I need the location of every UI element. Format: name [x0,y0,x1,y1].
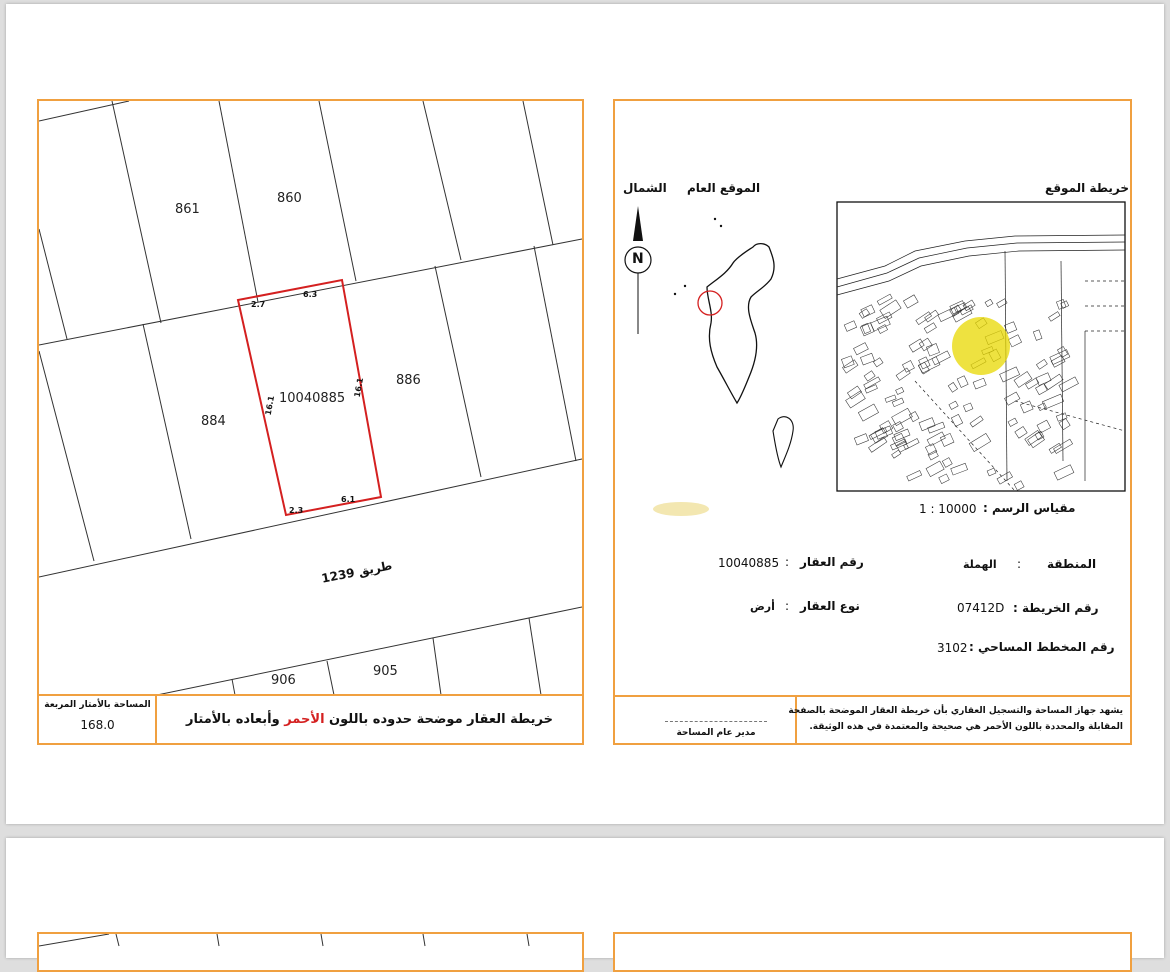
document-page-2 [6,838,1164,958]
document-page-1 [6,4,1164,824]
survey-plan-number-value: 3102 [937,641,968,655]
parcel-label-886: 886 [396,373,421,388]
parcel-label-target: 10040885 [279,391,346,406]
property-number-value: 10040885 [718,556,780,570]
north-label: الشمال [623,181,667,195]
map-number-value: 07412D [957,601,1005,615]
page2-plot-frame [37,932,584,972]
region-value: الهملة [963,558,997,571]
dim-top-left: 2.7 [251,300,266,309]
signature-line [665,721,767,722]
dim-top-right: 6.3 [303,290,318,299]
map-number-label: رقم الخريطة : [1013,601,1099,615]
property-type-label: نوع العقار [800,599,860,613]
site-map-title: خريطة الموقع [1045,181,1130,195]
survey-plan-number-label: رقم المخطط المساحي : [969,640,1115,654]
dim-left: 16.1 [263,394,277,417]
parcel-label-906: 906 [271,673,296,688]
property-type-value: أرض [750,600,775,613]
signature-band-separator [795,695,797,743]
caption-start: خريطة العقار موضحة حدوده باللون [324,712,553,727]
caption-end: وأبعاده بالأمتار [186,712,285,727]
caption-red-word: الأحمر [284,712,325,727]
general-location-label: الموقع العام [687,181,761,195]
property-type-colon: : [785,599,790,613]
property-number-colon: : [785,555,790,569]
page2-site-frame [613,932,1132,972]
dim-bottom-left: 2.3 [289,506,304,515]
parcel-label-884: 884 [201,414,226,429]
road-label: طريق 1239 [320,558,394,586]
parcel-label-905: 905 [373,664,398,679]
signature-band-divider [615,695,1130,697]
location-marker [952,317,1010,375]
plot-map-drawing [39,101,582,743]
area-value: 168.0 [80,718,115,732]
signature-title: مدير عام المساحة [676,728,756,738]
region-label: المنطقة [1047,557,1097,571]
plot-map-frame [37,99,584,745]
area-label: المساحة بالأمتار المربعة [44,700,151,710]
parcel-label-860: 860 [277,191,302,206]
plot-map-caption [157,712,582,727]
parcel-label-861: 861 [175,202,200,217]
scale-label: مقياس الرسم : [983,501,1076,515]
site-map-frame [613,99,1132,745]
scale-value: 1 : 10000 [919,502,977,516]
dim-right: 16.1 [352,376,366,399]
region-colon: : [1017,557,1022,571]
north-letter: N [632,251,644,267]
certification-line-1: يشهد جهاز المساحة والتسجيل العقاري بأن خريطة العقار الموضحة بالصفحة [788,706,1123,716]
property-number-label: رقم العقار [800,555,864,569]
certification-line-2: المقابلة والمحددة باللون الأحمر هي صحيحة والمعتمدة في هذه الوثيقة. [809,722,1123,732]
dim-bottom-right: 6.1 [341,495,356,504]
